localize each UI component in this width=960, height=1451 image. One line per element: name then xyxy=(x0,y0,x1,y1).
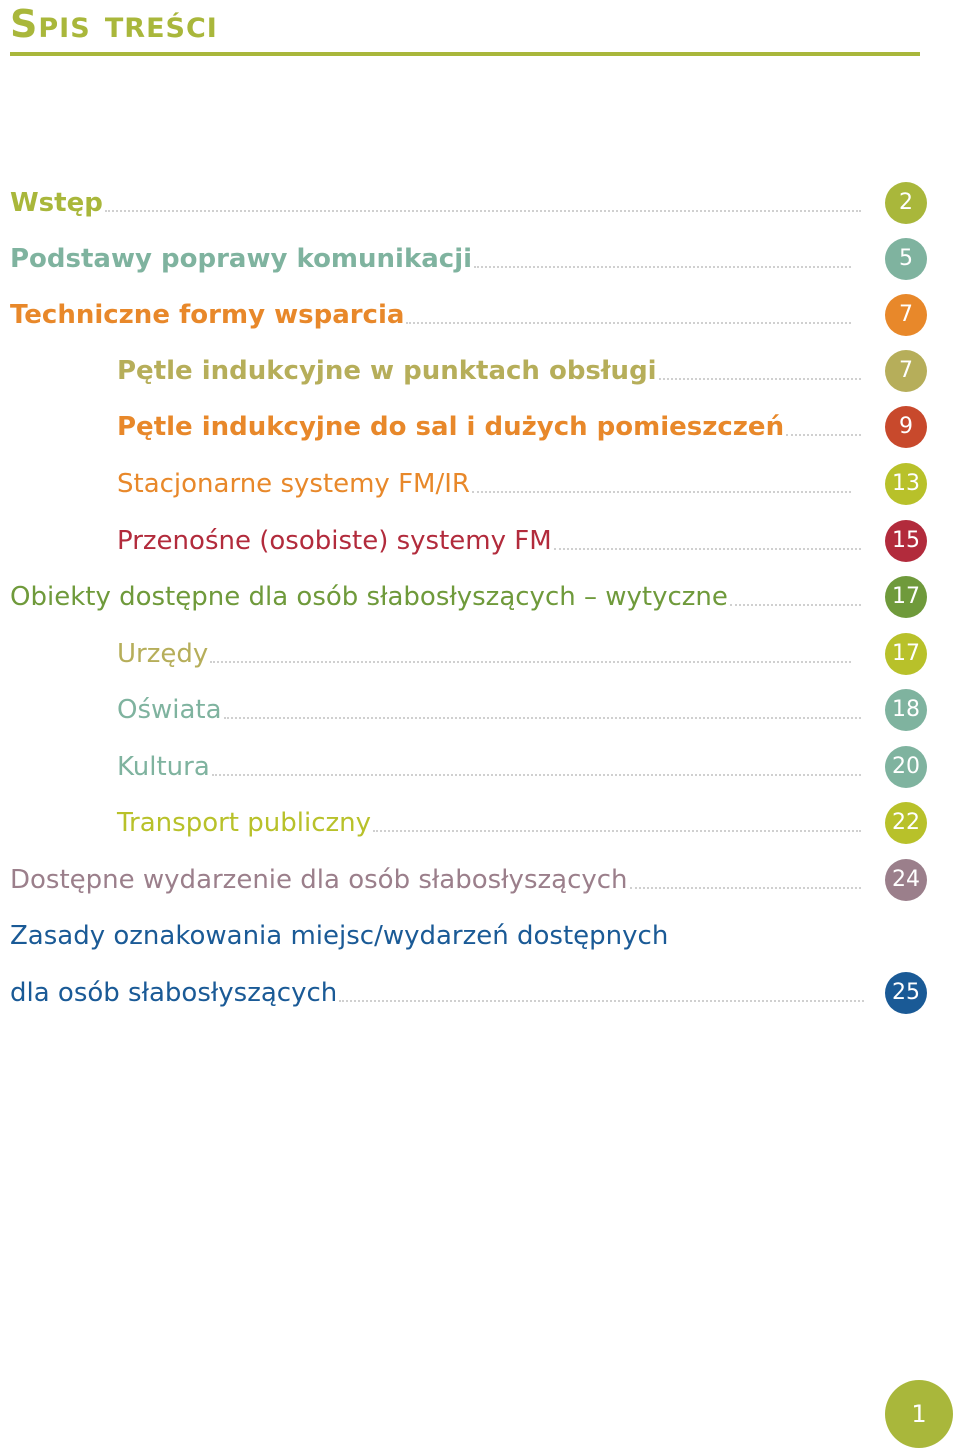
toc-entry-zasady-line2[interactable] xyxy=(10,972,868,1012)
page-badge[interactable]: 15 xyxy=(885,520,927,562)
dot-leader xyxy=(210,661,851,663)
toc-entry-label: Oświata xyxy=(117,695,222,725)
toc-entry-stacjonarne[interactable] xyxy=(117,463,855,503)
page-badge[interactable]: 25 xyxy=(885,972,927,1014)
toc-entry-transport[interactable] xyxy=(117,802,865,842)
page-badge[interactable]: 13 xyxy=(885,463,927,505)
page-badge[interactable]: 22 xyxy=(885,802,927,844)
dot-leader xyxy=(630,887,861,889)
toc-entry-wstep[interactable] xyxy=(10,182,865,222)
toc-entry-label: Wstęp xyxy=(10,188,103,218)
page-badge[interactable]: 7 xyxy=(885,350,927,392)
page-badge[interactable]: 5 xyxy=(885,238,927,280)
toc-entry-urzedy[interactable] xyxy=(117,633,855,673)
toc-entry-petle-sale[interactable] xyxy=(117,406,865,446)
toc-entry-label: Urzędy xyxy=(117,639,209,669)
dot-leader xyxy=(105,210,861,212)
toc-entry-dostepne-wydarzenie[interactable] xyxy=(10,859,865,899)
toc-entry-label: Zasady oznakowania miejsc/wydarzeń dostępnych xyxy=(10,921,669,951)
toc-entry-label: Podstawy poprawy komunikacji xyxy=(10,244,473,274)
toc-entry-label: Pętle indukcyjne w punktach obsługi xyxy=(117,356,657,386)
page-badge[interactable]: 9 xyxy=(885,406,927,448)
page-title: Spis treści xyxy=(10,2,218,46)
toc-entry-label: Pętle indukcyjne do sal i dużych pomieszczeń xyxy=(117,412,785,442)
toc-entry-label: Dostępne wydarzenie dla osób słabosłyszących xyxy=(10,865,628,895)
dot-leader xyxy=(554,548,861,550)
toc-entry-label: Techniczne formy wsparcia xyxy=(10,300,405,330)
toc-entry-label: Kultura xyxy=(117,752,210,782)
page-badge[interactable]: 17 xyxy=(885,633,927,675)
title-underline xyxy=(10,52,920,56)
dot-leader xyxy=(786,434,861,436)
dot-leader xyxy=(730,604,861,606)
toc-entry-przenosne[interactable] xyxy=(117,520,865,560)
dot-leader xyxy=(224,717,861,719)
toc-entry-zasady-line1[interactable] xyxy=(10,915,865,955)
page-number: 1 xyxy=(885,1380,953,1448)
page-badge[interactable]: 24 xyxy=(885,859,927,901)
toc-entry-label: Transport publiczny xyxy=(117,808,372,838)
dot-leader xyxy=(212,774,861,776)
toc-entry-label: dla osób słabosłyszących xyxy=(10,978,338,1008)
page-badge[interactable]: 18 xyxy=(885,689,927,731)
dot-leader xyxy=(373,830,861,832)
dot-leader xyxy=(406,322,851,324)
toc-entry-podstawy[interactable] xyxy=(10,238,855,278)
toc-entry-label: Stacjonarne systemy FM/IR xyxy=(117,469,470,499)
dot-leader xyxy=(339,1000,864,1002)
toc-entry-obiekty[interactable] xyxy=(10,576,865,616)
dot-leader xyxy=(659,378,861,380)
page-badge[interactable]: 7 xyxy=(885,294,927,336)
toc-entry-label: Przenośne (osobiste) systemy FM xyxy=(117,526,552,556)
page-badge[interactable]: 20 xyxy=(885,746,927,788)
toc-entry-kultura[interactable] xyxy=(117,746,865,786)
toc-entry-techniczne[interactable] xyxy=(10,294,855,334)
page-badge[interactable]: 17 xyxy=(885,576,927,618)
toc-entry-label: Obiekty dostępne dla osób słabosłyszących – wytyczne xyxy=(10,582,728,612)
dot-leader xyxy=(474,266,851,268)
toc-entry-oswiata[interactable] xyxy=(117,689,865,729)
page-badge[interactable]: 2 xyxy=(885,182,927,224)
dot-leader xyxy=(472,491,851,493)
toc-entry-petle-punkty[interactable] xyxy=(117,350,865,390)
